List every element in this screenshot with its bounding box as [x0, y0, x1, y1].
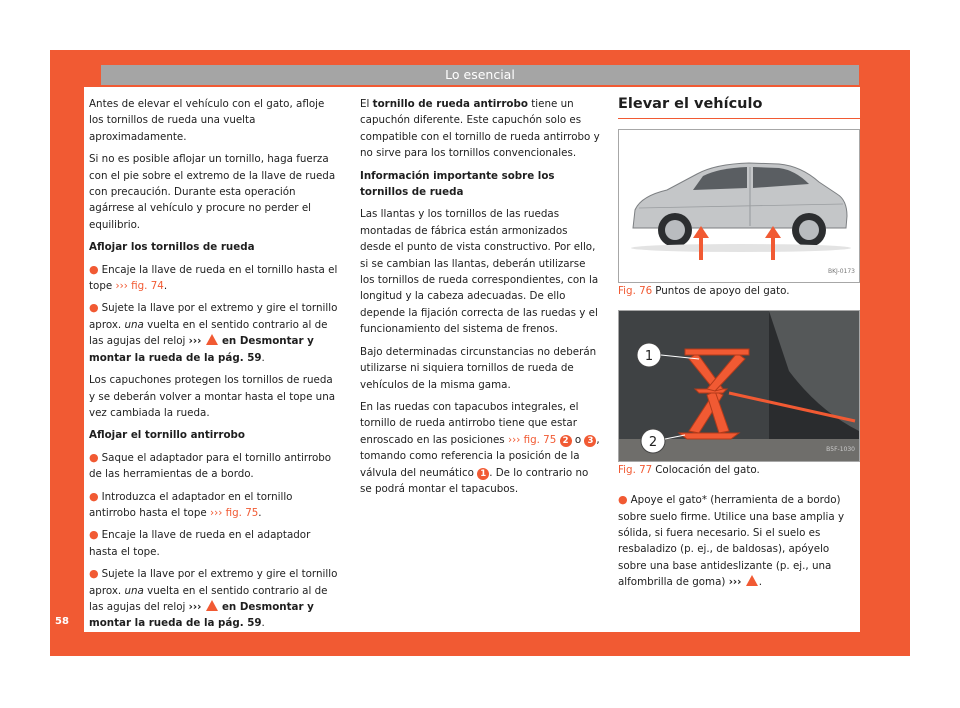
figure-77 — [618, 310, 860, 462]
paragraph: El tornillo de rueda antirrobo tiene un capuchón diferente. Este capuchón solo es compatible con el tornillo de rueda antirrobo y no sirve para los tornillos convencionales. — [360, 98, 600, 160]
section-title: Elevar el vehículo — [618, 96, 860, 119]
warning-icon — [746, 575, 758, 586]
bullet-icon: ● — [89, 489, 99, 503]
warning-icon — [206, 334, 218, 345]
figure-caption: Fig. 76 Puntos de apoyo del gato. — [618, 285, 790, 298]
bullet-icon: ● — [89, 450, 99, 464]
figure-link[interactable]: ››› fig. 74 — [115, 280, 164, 293]
jack-placement-illustration — [619, 311, 859, 461]
page-link[interactable]: en Desmontar y montar la rueda de la pág. 59 — [89, 600, 314, 630]
list-item: ● Introduzca el adaptador en el tornillo antirrobo hasta el tope ››› fig. 75. — [89, 489, 293, 519]
paragraph: Las llantas y los tornillos de las ruedas montadas de fábrica están armonizados desde el punto de vista constructivo. Por ello, si se cambian las llantas, deberán utilizarse los tornillos de rueda correspondientes, con la longitud y la cabeza adecuadas. De ello depende la fijación correcta de las ruedas y el funcionamiento del sistema de frenos. — [360, 208, 599, 336]
paragraph: Si no es posible aflojar un tornillo, haga fuerza con el pie sobre el extremo de la llave de rueda con precaución. Durante esta operación agárrese al vehículo y procure no perder el equilibrio. — [89, 153, 336, 231]
subheading: Aflojar el tornillo antirrobo — [89, 429, 245, 442]
list-item: ● Saque el adaptador para el tornillo antirrobo de las herramientas de a bordo. — [89, 450, 332, 481]
paragraph: Antes de elevar el vehículo con el gato, afloje los tornillos de rueda una vuelta aproximadamente. — [89, 98, 325, 143]
chapter-header: Lo esencial — [101, 65, 859, 85]
bullet-icon: ● — [89, 528, 99, 542]
page-number: 58 — [55, 616, 69, 627]
figure-link[interactable]: ››› fig. 75 — [507, 433, 557, 446]
list-item: ● Sujete la llave por el extremo y gire el tornillo aprox. una vuelta en el sentido contrario al de las agujas del reloj ››› en Desmontar y montar la rueda de la pág. 59. — [89, 301, 338, 364]
bullet-icon: ● — [89, 301, 99, 315]
list-item: ● Apoye el gato* (herramienta de a bordo) sobre suelo firme. Utilice una base amplia y sólida, si fuera necesario. Si el suelo es resbaladizo (p. ej., de baldosas), apóyelo sobre una base antideslizante (p. ej., una alfombrilla de goma) ››› . — [618, 493, 845, 589]
subheading: Aflojar los tornillos de rueda — [89, 241, 255, 254]
callout-badge: 2 — [560, 435, 572, 447]
column-3 — [618, 96, 860, 597]
paragraph: Bajo determinadas circunstancias no deberán utilizarse ni siquiera tornillos de rueda de vehículos de la misma gama. — [360, 345, 597, 391]
paragraph: En las ruedas con tapacubos integrales, el tornillo de rueda antirrobo tiene que estar enroscado en las posiciones ››› fig. 75 2 o 3 , tomando como referencia la posición de la válvula del neumático 1 . De lo contrario no se podrá montar el tapacubos. — [360, 400, 600, 495]
column-1 — [89, 96, 340, 638]
callout-2: 2 — [648, 434, 658, 450]
list-item: ● Encaje la llave de rueda en el adaptador hasta el tope. — [89, 528, 311, 558]
figure-caption: Fig. 77 Colocación del gato. — [618, 463, 760, 476]
callout-badge: 3 — [584, 435, 596, 447]
page-link[interactable]: en Desmontar y montar la rueda de la pág. 59 — [89, 335, 314, 364]
callout-badge: 1 — [477, 468, 489, 480]
bullet-icon: ● — [618, 493, 628, 507]
figure-code: BKJ-0173 — [827, 268, 855, 275]
paragraph: Los capuchones protegen los tornillos de rueda y se deberán volver a montar hasta el tope una vez cambiada la rueda. — [89, 374, 336, 419]
subheading: Información importante sobre los tornillos de rueda — [360, 169, 555, 199]
warning-icon — [206, 600, 218, 611]
list-item: ● Encaje la llave de rueda en el tornillo hasta el tope ››› fig. 74. — [89, 262, 338, 293]
figure-link[interactable]: ››› fig. 75 — [209, 506, 259, 519]
bullet-icon: ● — [89, 262, 99, 276]
bullet-icon: ● — [89, 567, 99, 581]
callout-1: 1 — [644, 348, 654, 364]
car-side-illustration — [619, 130, 859, 282]
list-item: ● Sujete la llave por el extremo y gire el tornillo aprox. una vuelta en el sentido contrario al de las agujas del reloj ››› en Desmontar y montar la rueda de la pág. 59. — [89, 567, 338, 630]
column-2 — [360, 96, 600, 503]
figure-76 — [618, 129, 860, 283]
figure-code: B5F-1030 — [826, 446, 855, 454]
